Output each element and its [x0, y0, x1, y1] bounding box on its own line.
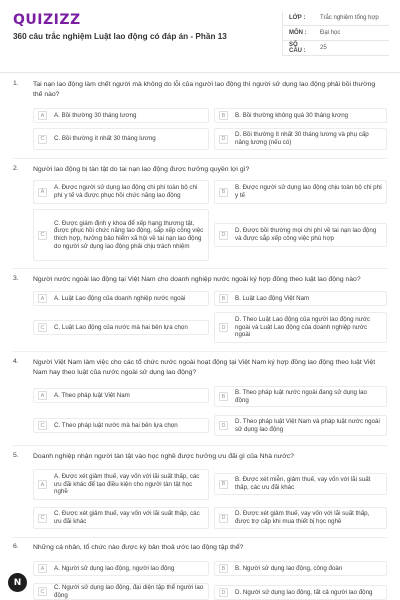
option-text: B. Người sử dụng lao động, công đoàn	[235, 564, 343, 572]
option-text: D. Được xét giảm thuế, vay vốn với lãi suất thấp, được trợ cấp khi mua thiết bị học nghề	[235, 510, 370, 525]
option-letter-badge: B	[219, 188, 228, 197]
question-number: 3.	[13, 275, 19, 282]
answer-option-c[interactable]	[33, 507, 209, 529]
question-number: 1.	[13, 80, 19, 87]
answer-option-a[interactable]	[33, 180, 209, 204]
meta-row-count	[283, 41, 389, 56]
answer-option-b[interactable]	[214, 291, 387, 306]
option-letter-badge: A	[38, 391, 47, 400]
option-letter-badge: D	[219, 231, 228, 240]
question-divider	[13, 445, 387, 446]
option-letter-badge: A	[38, 111, 47, 120]
option-letter-badge: A	[38, 294, 47, 303]
option-text: B. Được người sử dụng lao động chịu toàn bộ chi phí y tế	[235, 184, 382, 199]
option-letter-badge: A	[38, 188, 47, 197]
option-letter-badge: B	[219, 294, 228, 303]
question-divider	[13, 268, 387, 269]
answer-option-d[interactable]	[214, 507, 387, 529]
answer-option-c[interactable]	[33, 418, 209, 433]
answer-option-a[interactable]	[33, 469, 209, 500]
meta-row-class	[283, 11, 389, 26]
option-letter-badge: C	[38, 514, 47, 523]
answer-option-a[interactable]	[33, 388, 209, 403]
answer-option-d[interactable]	[214, 415, 387, 436]
question-text: Doanh nghiệp nhận người tàn tật vào học nghề được hưởng ưu đãi gì của Nhà nước?	[33, 453, 294, 460]
option-letter-badge: D	[219, 588, 228, 597]
option-text: D. Bồi thường ít nhất 30 tháng lương và phụ cấp nâng lương (nếu có)	[235, 131, 369, 146]
option-text: C. Theo pháp luật nước mà hai bên lựa chọn	[54, 421, 178, 429]
answer-option-d[interactable]	[214, 128, 387, 150]
option-letter-badge: C	[38, 135, 47, 144]
question-number: 6.	[13, 543, 19, 550]
quizizz-logo[interactable]: QUIZIZZ	[13, 12, 81, 28]
answer-option-d[interactable]	[214, 223, 387, 247]
answer-option-c[interactable]	[33, 583, 209, 600]
option-text: C. Luật Lao động của nước mà hai bên lựa chọn	[54, 323, 188, 331]
answer-option-a[interactable]	[33, 108, 209, 123]
question-divider	[13, 351, 387, 352]
option-letter-badge: D	[219, 135, 228, 144]
answer-option-b[interactable]	[214, 108, 387, 123]
answer-option-a[interactable]	[33, 291, 209, 306]
option-letter-badge: B	[219, 111, 228, 120]
option-text: A. Được xét giảm thuế, vay vốn với lãi suất thấp, các ưu đãi khác để tạo điều kiện cho người tàn tật học nghề	[54, 473, 200, 496]
answer-option-d[interactable]	[214, 312, 387, 343]
meta-key: SỐ CÂU :	[289, 42, 306, 54]
option-text: C. Người sử dụng lao động, đại diện tập thể người lao động	[54, 583, 204, 599]
header-divider	[0, 72, 400, 73]
question-text: Người Việt Nam làm việc cho các tổ chức nước ngoài hoạt động tại Việt Nam ký hợp đồng lao động theo luật Việt Nam hay theo luật của nước ngoài sử dụng lao động?	[33, 359, 376, 376]
option-text: C. Được giám định y khoa để xếp hạng thương tật, được phục hồi chức năng lao động, sắp xếp công việc thích hợp, hưởng bảo hiểm xã hội về tai nạn lao động do người sử dụng lao động phải chịu trách nhiệm	[54, 219, 204, 250]
option-letter-badge: D	[219, 421, 228, 430]
option-text: A. Người sử dụng lao động, người lao động	[54, 564, 175, 572]
option-text: D. Được bồi thường mọi chi phí về tai nạn lao động và được sắp xếp công việc phù hợp	[235, 227, 377, 242]
option-letter-badge: A	[38, 480, 47, 489]
option-letter-badge: C	[38, 323, 47, 332]
answer-option-d[interactable]	[214, 585, 387, 600]
option-letter-badge: B	[219, 564, 228, 573]
answer-option-c[interactable]	[33, 320, 209, 335]
question-number: 5.	[13, 452, 19, 459]
option-text: B. Bồi thường không quá 30 tháng lương	[235, 111, 349, 119]
meta-row-subject	[283, 26, 389, 41]
meta-value: 25	[320, 45, 327, 51]
option-letter-badge: D	[219, 323, 228, 332]
document-meta-table	[282, 11, 389, 56]
answer-option-b[interactable]	[214, 473, 387, 495]
question-text: Tai nạn lao động làm chết người mà không do lỗi của người lao động thì người sử dụng lao động phải bồi thường thế nào?	[33, 81, 376, 98]
question-text: Những cá nhân, tổ chức nào được ký bản thoả ước lao động tập thể?	[33, 544, 244, 551]
option-text: B. Theo pháp luật nước ngoài đang sử dụng lao động	[235, 388, 367, 404]
document-title: 360 câu trắc nghiệm Luật lao động có đáp án - Phần 13	[13, 32, 227, 41]
question-text: Người nước ngoài lao động tại Việt Nam cho doanh nghiệp nước ngoài ký hợp đồng theo luật lao động nào?	[33, 276, 361, 283]
option-letter-badge: C	[38, 421, 47, 430]
option-letter-badge: B	[219, 480, 228, 489]
page-header	[0, 0, 400, 64]
meta-value: Đại học	[320, 30, 341, 36]
option-text: A. Theo pháp luật Việt Nam	[54, 391, 130, 399]
option-text: A. Được người sử dụng lao động chi phí toàn bộ chi phí y tế và được phục hồi chức năng lao động	[54, 184, 198, 199]
meta-key: MÔN :	[289, 30, 307, 36]
answer-option-a[interactable]	[33, 561, 209, 576]
question-text: Người lao động bị tàn tật do tai nạn lao động được hưởng quyền lợi gì?	[33, 166, 250, 173]
option-text: A. Bồi thường 30 tháng lương	[54, 111, 137, 119]
meta-value: Trắc nghiệm tổng hợp	[320, 15, 379, 21]
question-number: 2.	[13, 165, 19, 172]
option-text: B. Luật Lao động Việt Nam	[235, 294, 310, 302]
option-text: D. Theo Luật Lao động của người lao động nước ngoài và Luật Lao động của doanh nghiệp nước ngoài	[235, 316, 370, 339]
answer-option-b[interactable]	[214, 386, 387, 407]
option-text: B. Được xét miễn, giảm thuế, vay vốn với lãi suất thấp, các ưu đãi khác	[235, 476, 371, 491]
option-letter-badge: B	[219, 392, 228, 401]
option-letter-badge: D	[219, 514, 228, 523]
answer-option-c[interactable]	[33, 128, 209, 150]
answer-option-b[interactable]	[214, 561, 387, 576]
question-number: 4.	[13, 358, 19, 365]
question-divider	[13, 158, 387, 159]
meta-key: LỚP :	[289, 15, 306, 21]
answer-option-c[interactable]	[33, 209, 209, 261]
option-text: A. Luật Lao động của doanh nghiệp nước ngoài	[54, 294, 186, 302]
answer-option-b[interactable]	[214, 180, 387, 204]
option-letter-badge: C	[38, 231, 47, 240]
option-text: D. Theo pháp luật Việt Nam và pháp luật nước ngoài sử dụng lao động	[235, 417, 380, 433]
question-divider	[13, 537, 387, 538]
option-text: D. Người sử dụng lao động, tất cả người lao động	[235, 588, 373, 596]
option-letter-badge: A	[38, 564, 47, 573]
floating-action-button[interactable]: N	[8, 573, 27, 592]
option-text: C. Được xét giảm thuế, vay vốn với lãi suất thấp, các ưu đãi khác	[54, 510, 200, 525]
option-text: C. Bồi thường ít nhất 30 tháng lương	[54, 135, 156, 143]
option-letter-badge: C	[38, 587, 47, 596]
